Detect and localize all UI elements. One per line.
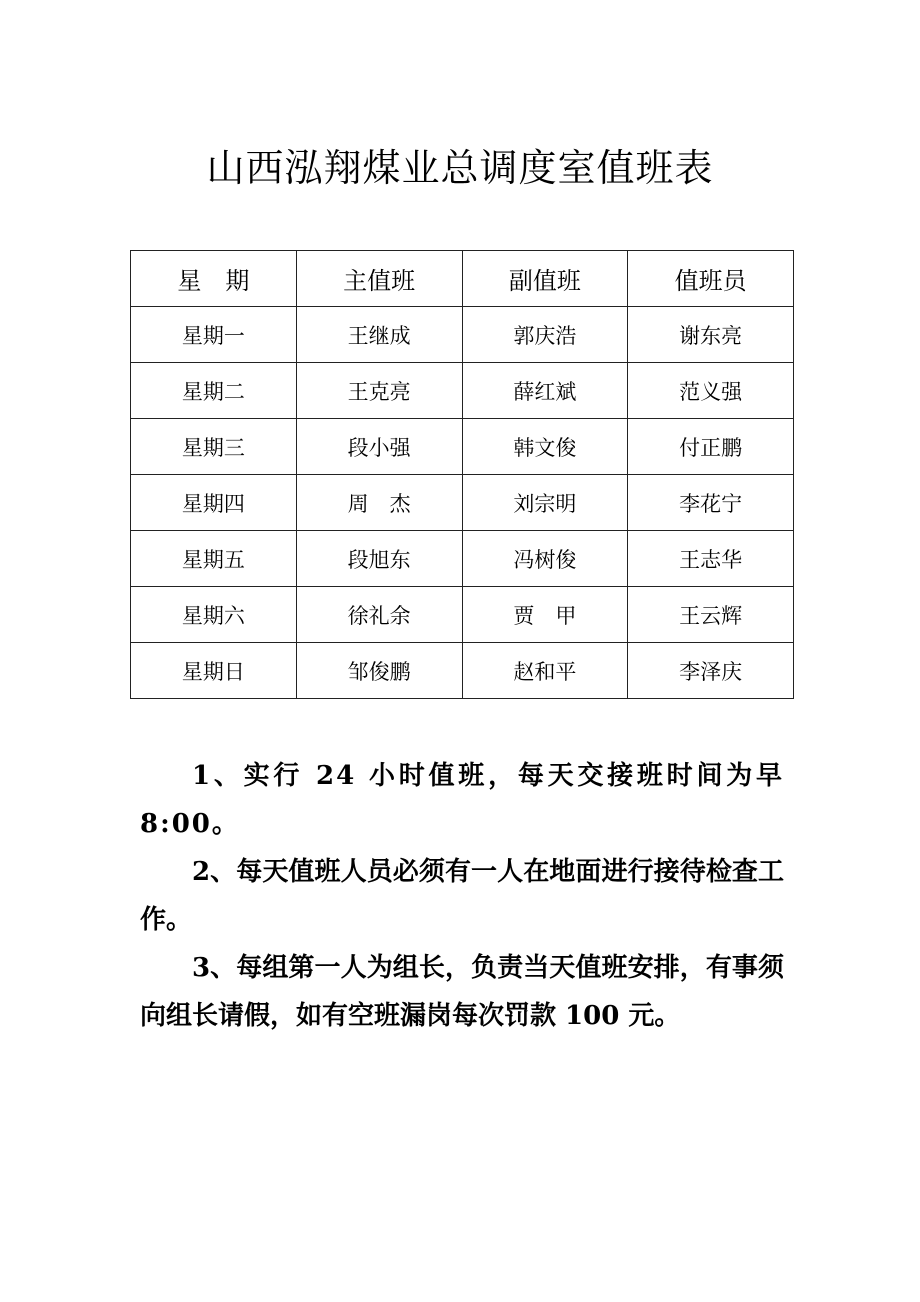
weekday-cell: 星期三	[131, 419, 297, 475]
deputy-duty-cell: 薛红斌	[462, 363, 628, 419]
column-header-deputy-duty: 副值班	[462, 251, 628, 307]
duty-staff-cell: 李泽庆	[628, 643, 794, 699]
duty-staff-cell: 王云辉	[628, 587, 794, 643]
duty-staff-cell: 范义强	[628, 363, 794, 419]
table-row	[131, 475, 794, 531]
main-duty-cell: 周 杰	[296, 475, 462, 531]
main-duty-cell: 王继成	[296, 307, 462, 363]
weekday-cell: 星期日	[131, 643, 297, 699]
deputy-duty-cell: 韩文俊	[462, 419, 628, 475]
rule-1: 1、实行 24 小时值班，每天交接班时间为早 8:00。	[140, 761, 784, 839]
page-title: 山西泓翔煤业总调度室值班表	[206, 146, 714, 190]
column-header-main-duty: 主值班	[296, 251, 462, 307]
deputy-duty-cell: 郭庆浩	[462, 307, 628, 363]
main-duty-cell: 邹俊鹏	[296, 643, 462, 699]
duty-schedule-table	[130, 250, 794, 699]
duty-staff-cell: 谢东亮	[628, 307, 794, 363]
table-header-row	[131, 251, 794, 307]
rule-2: 2、每天值班人员必须有一人在地面进行接待检查工作。	[140, 857, 784, 935]
weekday-cell: 星期一	[131, 307, 297, 363]
main-duty-cell: 王克亮	[296, 363, 462, 419]
duty-staff-cell: 王志华	[628, 531, 794, 587]
main-duty-cell: 徐礼余	[296, 587, 462, 643]
column-header-duty-staff: 值班员	[628, 251, 794, 307]
deputy-duty-cell: 赵和平	[462, 643, 628, 699]
deputy-duty-cell: 冯树俊	[462, 531, 628, 587]
main-duty-cell: 段旭东	[296, 531, 462, 587]
table-row	[131, 643, 794, 699]
deputy-duty-cell: 贾 甲	[462, 587, 628, 643]
table-row	[131, 531, 794, 587]
table-row	[131, 363, 794, 419]
weekday-cell: 星期五	[131, 531, 297, 587]
table-row	[131, 307, 794, 363]
table-row	[131, 419, 794, 475]
table-row	[131, 587, 794, 643]
column-header-weekday: 星 期	[131, 251, 297, 307]
rule-3: 3、每组第一人为组长，负责当天值班安排，有事须向组长请假，如有空班漏岗每次罚款 100 元。	[140, 953, 784, 1031]
weekday-cell: 星期二	[131, 363, 297, 419]
duty-staff-cell: 李花宁	[628, 475, 794, 531]
duty-staff-cell: 付正鹏	[628, 419, 794, 475]
deputy-duty-cell: 刘宗明	[462, 475, 628, 531]
main-duty-cell: 段小强	[296, 419, 462, 475]
duty-rules	[140, 752, 784, 1040]
weekday-cell: 星期六	[131, 587, 297, 643]
weekday-cell: 星期四	[131, 475, 297, 531]
